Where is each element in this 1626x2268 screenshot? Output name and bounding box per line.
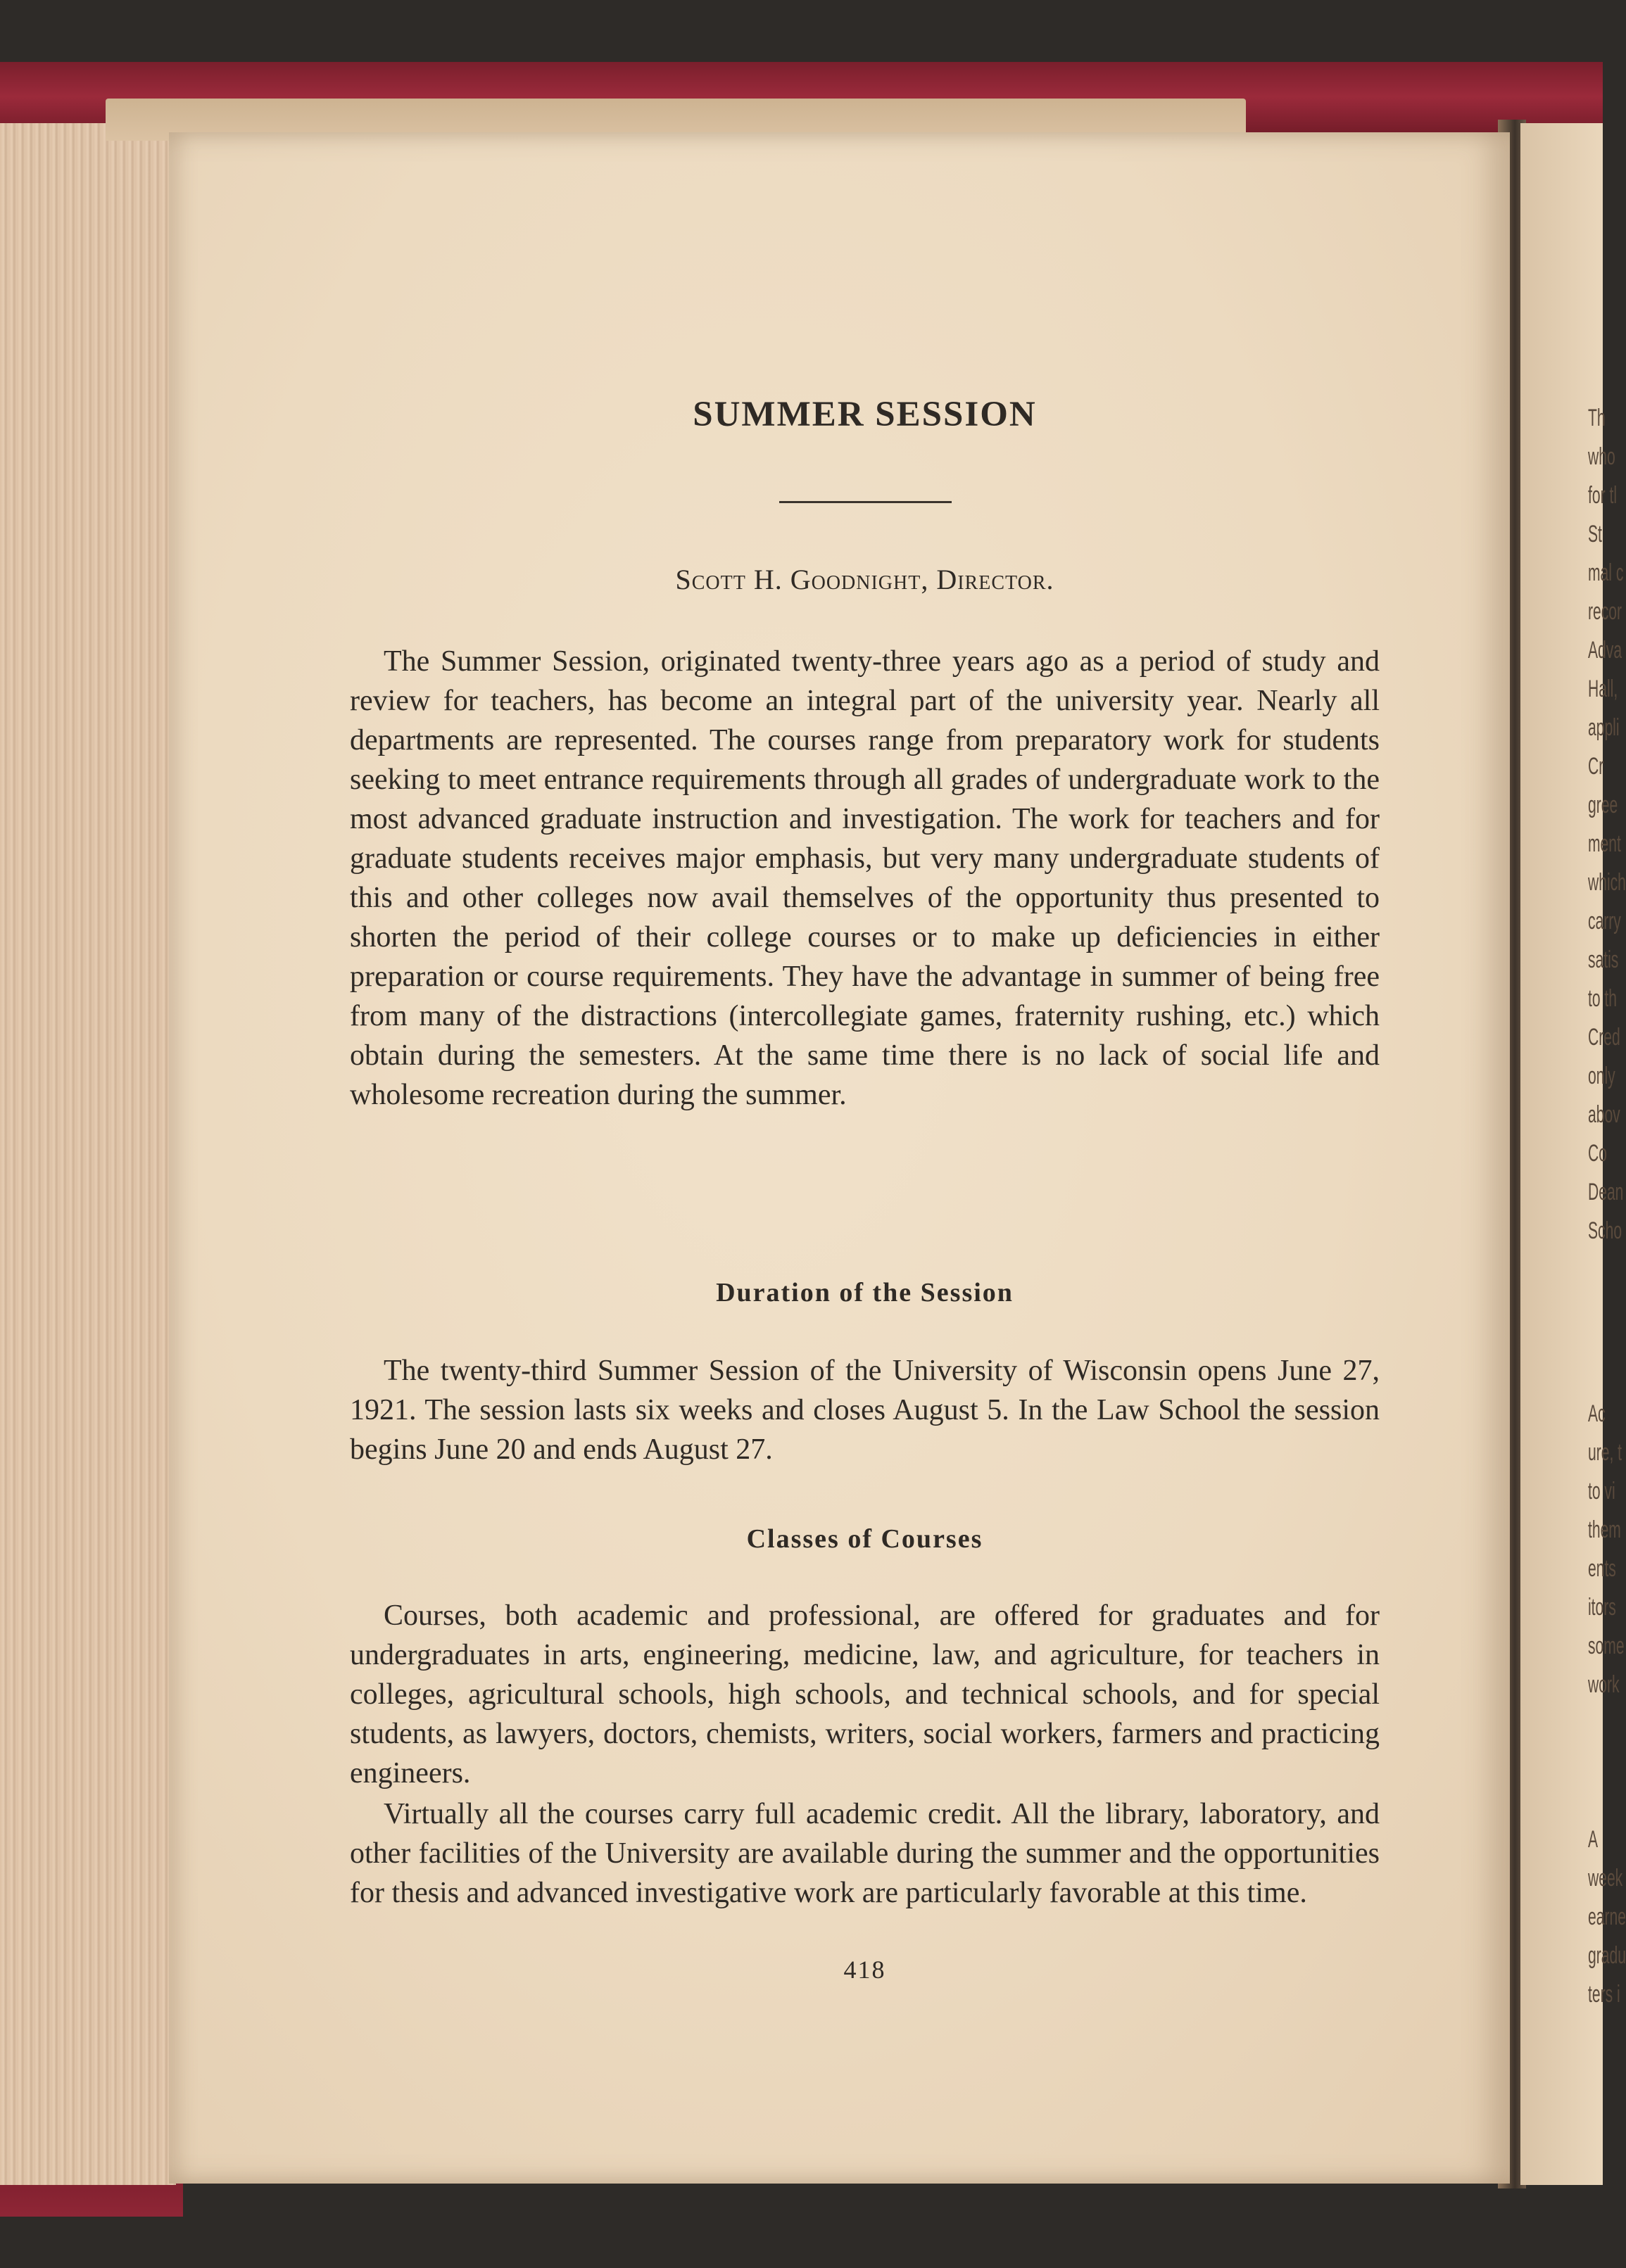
facing-page-fragment: Cr bbox=[1588, 753, 1604, 780]
facing-page-fragment: who bbox=[1588, 443, 1615, 470]
facing-page-fragment: to th bbox=[1588, 985, 1618, 1012]
facing-page-fragment: ure, t bbox=[1588, 1439, 1622, 1466]
duration-paragraph: The twenty-third Summer Session of the University of Wisconsin opens June 27, 1921. The session lasts six weeks and closes August 5. In the Law School the session begins June 20 and ends August 27. bbox=[350, 1355, 1380, 1466]
facing-page-fragment: Scho bbox=[1588, 1217, 1622, 1244]
facing-page-fragment: Ac bbox=[1588, 1400, 1606, 1427]
director-byline: Scott H. Goodnight, Director. bbox=[675, 564, 1054, 595]
facing-page-fragment: Th bbox=[1588, 405, 1606, 431]
facing-page-fragment: ents bbox=[1588, 1555, 1616, 1582]
facing-page-fragment: for tl bbox=[1588, 482, 1617, 509]
facing-page-fragment: Adva bbox=[1588, 637, 1622, 664]
facing-page-fragment: ment bbox=[1588, 830, 1621, 857]
page-title: SUMMER SESSION bbox=[693, 395, 1037, 434]
facing-page-fragment: Dean bbox=[1588, 1179, 1624, 1205]
facing-page-fragment: abov bbox=[1588, 1101, 1620, 1128]
facing-page-fragment: appli bbox=[1588, 714, 1620, 741]
facing-page-fragment: them bbox=[1588, 1516, 1621, 1543]
page-fore-edge bbox=[0, 123, 176, 2185]
facing-page-fragment: gree bbox=[1588, 792, 1618, 818]
facing-page-fragment: earne bbox=[1588, 1903, 1626, 1930]
facing-page-fragment: Cred bbox=[1588, 1024, 1620, 1051]
page-number: 418 bbox=[843, 1956, 886, 1984]
facing-page-fragment: work bbox=[1588, 1671, 1620, 1698]
facing-page-fragment: A bbox=[1588, 1826, 1599, 1853]
classes-paragraph-2: Virtually all the courses carry full academic credit. All the library, laboratory, and other facilities of the University are available during the summer and the opportunities for thesis and advanced investigative work are particularly favorable at this time. bbox=[350, 1798, 1380, 1909]
facing-page-fragment: only bbox=[1588, 1063, 1615, 1089]
facing-page-fragment: week bbox=[1588, 1865, 1623, 1892]
facing-page-fragment: recor bbox=[1588, 598, 1622, 625]
facing-page-fragment: gradu bbox=[1588, 1942, 1626, 1969]
facing-page-fragment: some bbox=[1588, 1633, 1625, 1659]
facing-page-fragment: carry bbox=[1588, 908, 1621, 935]
facing-page-fragment: to vi bbox=[1588, 1478, 1615, 1504]
facing-page bbox=[1520, 123, 1626, 2185]
title-rule bbox=[779, 501, 952, 503]
facing-page-fragment: mal c bbox=[1588, 559, 1624, 586]
facing-page-fragment: Co bbox=[1588, 1140, 1607, 1167]
intro-paragraph: The Summer Session, originated twenty-three years ago as a period of study and review for teachers, has become an integral part of the university year. Nearly all departments are represented. The courses range from preparatory work for students seeking to meet entrance requirements through all grades of undergraduate work to the most advanced graduate instruction and investigation. The work for teachers and for graduate students receives major emphasis, but very many undergraduate students of this and other colleges now avail themselves of the opportunity thus presented to shorten the period of their college courses or to make up deficiencies in either preparation or course requirements. They have the advantage in summer of being free from many of the distractions (intercollegiate games, fraternity rushing, etc.) which obtain during the semesters. At the same time there is no lack of social life and wholesome recreation during the summer. bbox=[350, 645, 1380, 1111]
facing-page-fragment: St bbox=[1588, 521, 1602, 547]
classes-paragraph-1: Courses, both academic and professional, are offered for graduates and for undergraduates in arts, engineering, medicine, law, and agriculture, for teachers in colleges, agricultural schools, high schools, and technical schools, and for special students, as lawyers, doctors, chemists, writers, social workers, farmers and practicing engineers. bbox=[350, 1599, 1380, 1789]
facing-page-fragment: ters i bbox=[1588, 1981, 1620, 2008]
duration-heading: Duration of the Session bbox=[716, 1278, 1014, 1307]
classes-heading: Classes of Courses bbox=[746, 1524, 983, 1554]
facing-page-fragment: itors bbox=[1588, 1594, 1616, 1621]
facing-page-fragment: Hall, bbox=[1588, 676, 1618, 702]
facing-page-fragment: which bbox=[1588, 869, 1626, 896]
facing-page-fragment: satis bbox=[1588, 946, 1619, 973]
